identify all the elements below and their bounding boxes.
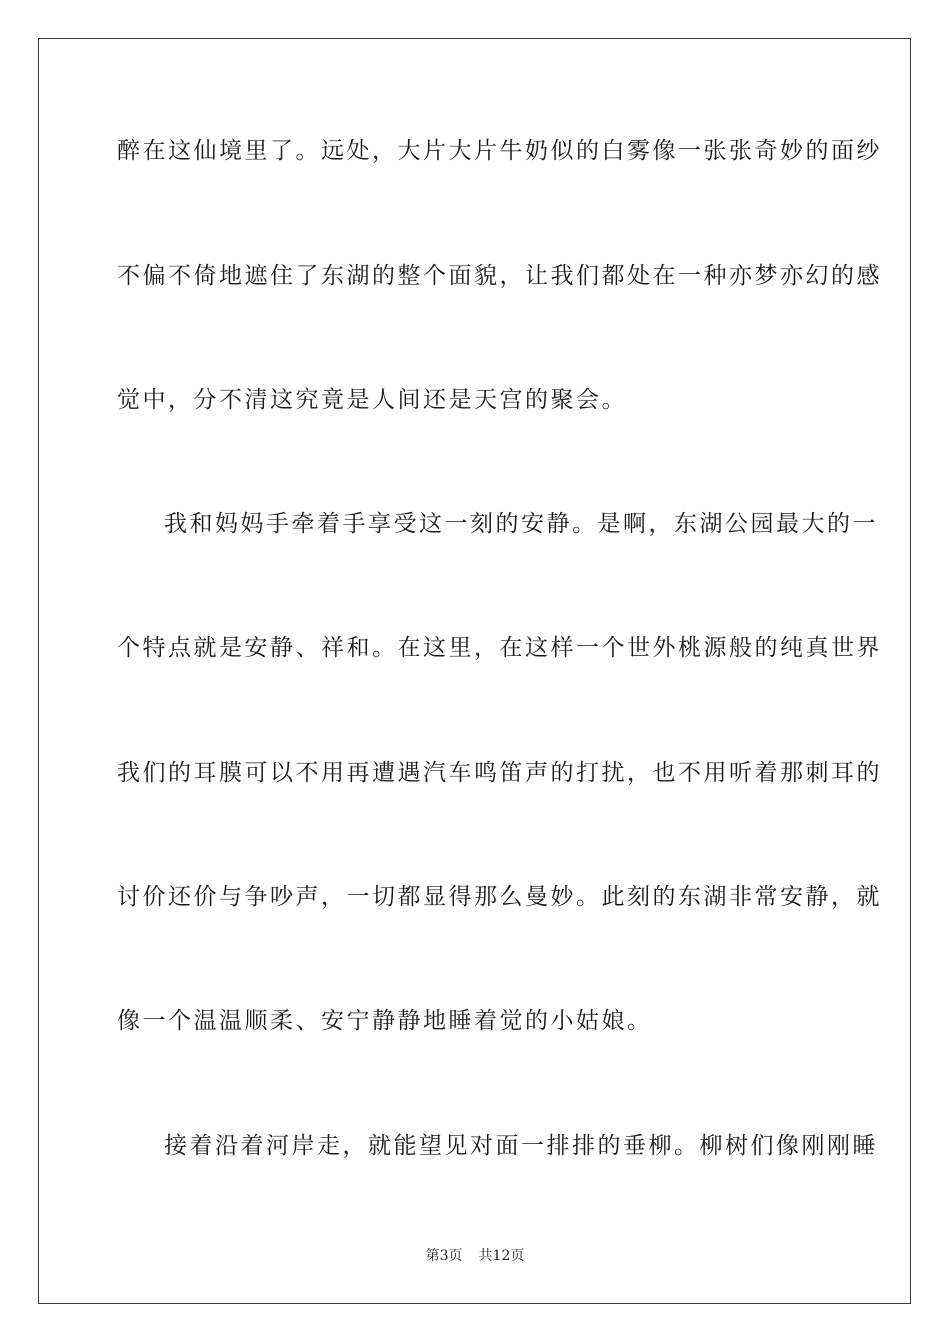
text-line: 不偏不倚地遮住了东湖的整个面貌，让我们都处在一种亦梦亦幻的感 [117,263,882,289]
text-line: 醉在这仙境里了。远处，大片大片牛奶似的白雾像一张张奇妙的面纱 [117,138,882,164]
text-line: 觉中，分不清这究竟是人间还是天宫的聚会。 [117,387,627,413]
text-line: 我们的耳膜可以不用再遭遇汽车鸣笛声的打扰，也不用听着那刺耳的 [117,760,882,786]
page-total: 共12页 [478,1248,525,1264]
page-footer [0,1247,950,1265]
paragraph-start-line: 接着沿着河岸走，就能望见对面一排排的垂柳。柳树们像刚刚睡 [164,1133,878,1159]
page-border [38,38,911,1304]
text-line: 个特点就是安静、祥和。在这里，在这样一个世外桃源般的纯真世界 [117,635,882,661]
paragraph-start-line: 我和妈妈手牵着手享受这一刻的安静。是啊，东湖公园最大的一 [164,511,878,537]
text-line: 讨价还价与争吵声，一切都显得那么曼妙。此刻的东湖非常安静，就 [117,884,882,910]
text-line: 像一个温温顺柔、安宁静静地睡着觉的小姑娘。 [117,1008,653,1034]
page-number: 第3页 [425,1248,463,1264]
